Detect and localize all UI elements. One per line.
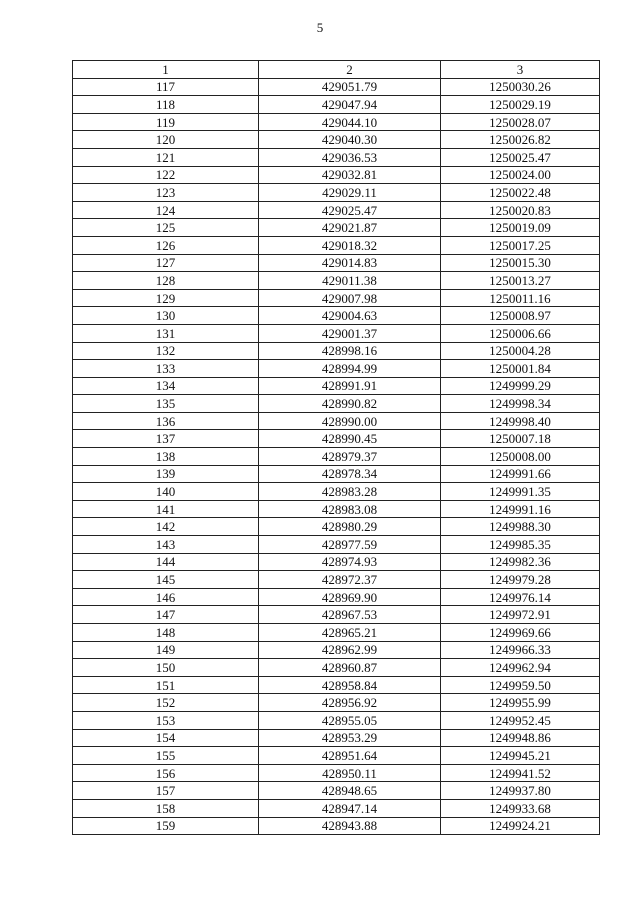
y-coordinate-cell: 1249998.34 bbox=[441, 395, 600, 413]
table-row bbox=[73, 500, 600, 518]
point-number-cell: 130 bbox=[73, 307, 259, 325]
x-coordinate-cell: 428994.99 bbox=[259, 360, 441, 378]
y-coordinate-cell: 1249948.86 bbox=[441, 729, 600, 747]
table-row bbox=[73, 219, 600, 237]
point-number-cell: 117 bbox=[73, 78, 259, 96]
y-coordinate-cell: 1249941.52 bbox=[441, 764, 600, 782]
column-header-3: 3 bbox=[441, 61, 600, 79]
x-coordinate-cell: 428943.88 bbox=[259, 817, 441, 835]
x-coordinate-cell: 428978.34 bbox=[259, 465, 441, 483]
y-coordinate-cell: 1249969.66 bbox=[441, 624, 600, 642]
x-coordinate-cell: 429011.38 bbox=[259, 272, 441, 290]
table-header-row bbox=[73, 61, 600, 79]
table-row bbox=[73, 307, 600, 325]
y-coordinate-cell: 1249945.21 bbox=[441, 747, 600, 765]
table-row bbox=[73, 641, 600, 659]
x-coordinate-cell: 428955.05 bbox=[259, 711, 441, 729]
y-coordinate-cell: 1249952.45 bbox=[441, 711, 600, 729]
x-coordinate-cell: 428983.28 bbox=[259, 483, 441, 501]
point-number-cell: 155 bbox=[73, 747, 259, 765]
table-row bbox=[73, 799, 600, 817]
point-number-cell: 133 bbox=[73, 360, 259, 378]
y-coordinate-cell: 1250029.19 bbox=[441, 96, 600, 114]
table-row bbox=[73, 817, 600, 835]
point-number-cell: 150 bbox=[73, 659, 259, 677]
y-coordinate-cell: 1250001.84 bbox=[441, 360, 600, 378]
x-coordinate-cell: 428950.11 bbox=[259, 764, 441, 782]
point-number-cell: 119 bbox=[73, 113, 259, 131]
y-coordinate-cell: 1249991.66 bbox=[441, 465, 600, 483]
table-row bbox=[73, 254, 600, 272]
table-row bbox=[73, 729, 600, 747]
x-coordinate-cell: 428958.84 bbox=[259, 676, 441, 694]
table-row bbox=[73, 131, 600, 149]
y-coordinate-cell: 1249955.99 bbox=[441, 694, 600, 712]
x-coordinate-cell: 429018.32 bbox=[259, 236, 441, 254]
table-row bbox=[73, 201, 600, 219]
y-coordinate-cell: 1250026.82 bbox=[441, 131, 600, 149]
x-coordinate-cell: 428983.08 bbox=[259, 500, 441, 518]
x-coordinate-cell: 428998.16 bbox=[259, 342, 441, 360]
y-coordinate-cell: 1250013.27 bbox=[441, 272, 600, 290]
y-coordinate-cell: 1249998.40 bbox=[441, 412, 600, 430]
point-number-cell: 125 bbox=[73, 219, 259, 237]
table-row bbox=[73, 553, 600, 571]
y-coordinate-cell: 1250006.66 bbox=[441, 324, 600, 342]
y-coordinate-cell: 1249999.29 bbox=[441, 377, 600, 395]
table-row bbox=[73, 588, 600, 606]
table-row bbox=[73, 360, 600, 378]
y-coordinate-cell: 1249966.33 bbox=[441, 641, 600, 659]
table-row bbox=[73, 113, 600, 131]
x-coordinate-cell: 429025.47 bbox=[259, 201, 441, 219]
point-number-cell: 148 bbox=[73, 624, 259, 642]
x-coordinate-cell: 429036.53 bbox=[259, 148, 441, 166]
table-row bbox=[73, 465, 600, 483]
y-coordinate-cell: 1250007.18 bbox=[441, 430, 600, 448]
point-number-cell: 153 bbox=[73, 711, 259, 729]
table-row bbox=[73, 148, 600, 166]
x-coordinate-cell: 429047.94 bbox=[259, 96, 441, 114]
point-number-cell: 141 bbox=[73, 500, 259, 518]
y-coordinate-cell: 1250020.83 bbox=[441, 201, 600, 219]
point-number-cell: 138 bbox=[73, 448, 259, 466]
x-coordinate-cell: 428979.37 bbox=[259, 448, 441, 466]
x-coordinate-cell: 429014.83 bbox=[259, 254, 441, 272]
x-coordinate-cell: 429051.79 bbox=[259, 78, 441, 96]
x-coordinate-cell: 428956.92 bbox=[259, 694, 441, 712]
y-coordinate-cell: 1250004.28 bbox=[441, 342, 600, 360]
y-coordinate-cell: 1249933.68 bbox=[441, 799, 600, 817]
y-coordinate-cell: 1249976.14 bbox=[441, 588, 600, 606]
x-coordinate-cell: 428947.14 bbox=[259, 799, 441, 817]
x-coordinate-cell: 429032.81 bbox=[259, 166, 441, 184]
y-coordinate-cell: 1250008.00 bbox=[441, 448, 600, 466]
point-number-cell: 118 bbox=[73, 96, 259, 114]
point-number-cell: 149 bbox=[73, 641, 259, 659]
point-number-cell: 129 bbox=[73, 289, 259, 307]
point-number-cell: 147 bbox=[73, 606, 259, 624]
x-coordinate-cell: 428967.53 bbox=[259, 606, 441, 624]
x-coordinate-cell: 428990.00 bbox=[259, 412, 441, 430]
x-coordinate-cell: 429007.98 bbox=[259, 289, 441, 307]
x-coordinate-cell: 428965.21 bbox=[259, 624, 441, 642]
y-coordinate-cell: 1250030.26 bbox=[441, 78, 600, 96]
x-coordinate-cell: 428974.93 bbox=[259, 553, 441, 571]
y-coordinate-cell: 1250025.47 bbox=[441, 148, 600, 166]
x-coordinate-cell: 428972.37 bbox=[259, 571, 441, 589]
x-coordinate-cell: 428948.65 bbox=[259, 782, 441, 800]
table-row bbox=[73, 289, 600, 307]
table-row bbox=[73, 395, 600, 413]
point-number-cell: 124 bbox=[73, 201, 259, 219]
point-number-cell: 143 bbox=[73, 536, 259, 554]
point-number-cell: 122 bbox=[73, 166, 259, 184]
table-row bbox=[73, 96, 600, 114]
y-coordinate-cell: 1250015.30 bbox=[441, 254, 600, 272]
x-coordinate-cell: 428990.45 bbox=[259, 430, 441, 448]
point-number-cell: 126 bbox=[73, 236, 259, 254]
y-coordinate-cell: 1249979.28 bbox=[441, 571, 600, 589]
table-row bbox=[73, 764, 600, 782]
table-row bbox=[73, 536, 600, 554]
table-row bbox=[73, 78, 600, 96]
x-coordinate-cell: 428990.82 bbox=[259, 395, 441, 413]
table-row bbox=[73, 184, 600, 202]
x-coordinate-cell: 429001.37 bbox=[259, 324, 441, 342]
point-number-cell: 142 bbox=[73, 518, 259, 536]
y-coordinate-cell: 1249982.36 bbox=[441, 553, 600, 571]
point-number-cell: 120 bbox=[73, 131, 259, 149]
y-coordinate-cell: 1249991.16 bbox=[441, 500, 600, 518]
x-coordinate-cell: 428951.64 bbox=[259, 747, 441, 765]
point-number-cell: 134 bbox=[73, 377, 259, 395]
y-coordinate-cell: 1249972.91 bbox=[441, 606, 600, 624]
x-coordinate-cell: 429040.30 bbox=[259, 131, 441, 149]
point-number-cell: 144 bbox=[73, 553, 259, 571]
column-header-2: 2 bbox=[259, 61, 441, 79]
point-number-cell: 135 bbox=[73, 395, 259, 413]
point-number-cell: 137 bbox=[73, 430, 259, 448]
table-row bbox=[73, 448, 600, 466]
point-number-cell: 152 bbox=[73, 694, 259, 712]
x-coordinate-cell: 428991.91 bbox=[259, 377, 441, 395]
point-number-cell: 140 bbox=[73, 483, 259, 501]
point-number-cell: 132 bbox=[73, 342, 259, 360]
y-coordinate-cell: 1249988.30 bbox=[441, 518, 600, 536]
table-row bbox=[73, 430, 600, 448]
y-coordinate-cell: 1249959.50 bbox=[441, 676, 600, 694]
table-row bbox=[73, 659, 600, 677]
table-row bbox=[73, 606, 600, 624]
page-number: 5 bbox=[316, 20, 324, 35]
table-row bbox=[73, 377, 600, 395]
table-row bbox=[73, 782, 600, 800]
table-row bbox=[73, 747, 600, 765]
x-coordinate-cell: 429021.87 bbox=[259, 219, 441, 237]
y-coordinate-cell: 1249937.80 bbox=[441, 782, 600, 800]
table-row bbox=[73, 571, 600, 589]
y-coordinate-cell: 1250019.09 bbox=[441, 219, 600, 237]
table-row bbox=[73, 483, 600, 501]
x-coordinate-cell: 428977.59 bbox=[259, 536, 441, 554]
table-row bbox=[73, 166, 600, 184]
point-number-cell: 154 bbox=[73, 729, 259, 747]
x-coordinate-cell: 429004.63 bbox=[259, 307, 441, 325]
point-number-cell: 127 bbox=[73, 254, 259, 272]
table-row bbox=[73, 694, 600, 712]
point-number-cell: 156 bbox=[73, 764, 259, 782]
y-coordinate-cell: 1250017.25 bbox=[441, 236, 600, 254]
y-coordinate-cell: 1249924.21 bbox=[441, 817, 600, 835]
point-number-cell: 128 bbox=[73, 272, 259, 290]
coordinates-table bbox=[72, 60, 600, 835]
x-coordinate-cell: 428969.90 bbox=[259, 588, 441, 606]
y-coordinate-cell: 1250011.16 bbox=[441, 289, 600, 307]
column-header-1: 1 bbox=[73, 61, 259, 79]
y-coordinate-cell: 1250024.00 bbox=[441, 166, 600, 184]
x-coordinate-cell: 428960.87 bbox=[259, 659, 441, 677]
y-coordinate-cell: 1250022.48 bbox=[441, 184, 600, 202]
table-row bbox=[73, 342, 600, 360]
table-body bbox=[73, 78, 600, 835]
point-number-cell: 157 bbox=[73, 782, 259, 800]
x-coordinate-cell: 428980.29 bbox=[259, 518, 441, 536]
point-number-cell: 136 bbox=[73, 412, 259, 430]
point-number-cell: 131 bbox=[73, 324, 259, 342]
point-number-cell: 151 bbox=[73, 676, 259, 694]
x-coordinate-cell: 429029.11 bbox=[259, 184, 441, 202]
table-row bbox=[73, 272, 600, 290]
y-coordinate-cell: 1250028.07 bbox=[441, 113, 600, 131]
point-number-cell: 121 bbox=[73, 148, 259, 166]
y-coordinate-cell: 1249991.35 bbox=[441, 483, 600, 501]
table-row bbox=[73, 676, 600, 694]
x-coordinate-cell: 429044.10 bbox=[259, 113, 441, 131]
x-coordinate-cell: 428962.99 bbox=[259, 641, 441, 659]
table-row bbox=[73, 711, 600, 729]
y-coordinate-cell: 1249962.94 bbox=[441, 659, 600, 677]
point-number-cell: 159 bbox=[73, 817, 259, 835]
table-row bbox=[73, 236, 600, 254]
y-coordinate-cell: 1249985.35 bbox=[441, 536, 600, 554]
point-number-cell: 158 bbox=[73, 799, 259, 817]
table-row bbox=[73, 518, 600, 536]
x-coordinate-cell: 428953.29 bbox=[259, 729, 441, 747]
point-number-cell: 145 bbox=[73, 571, 259, 589]
point-number-cell: 123 bbox=[73, 184, 259, 202]
point-number-cell: 146 bbox=[73, 588, 259, 606]
y-coordinate-cell: 1250008.97 bbox=[441, 307, 600, 325]
table-row bbox=[73, 324, 600, 342]
table-row bbox=[73, 412, 600, 430]
point-number-cell: 139 bbox=[73, 465, 259, 483]
table-row bbox=[73, 624, 600, 642]
